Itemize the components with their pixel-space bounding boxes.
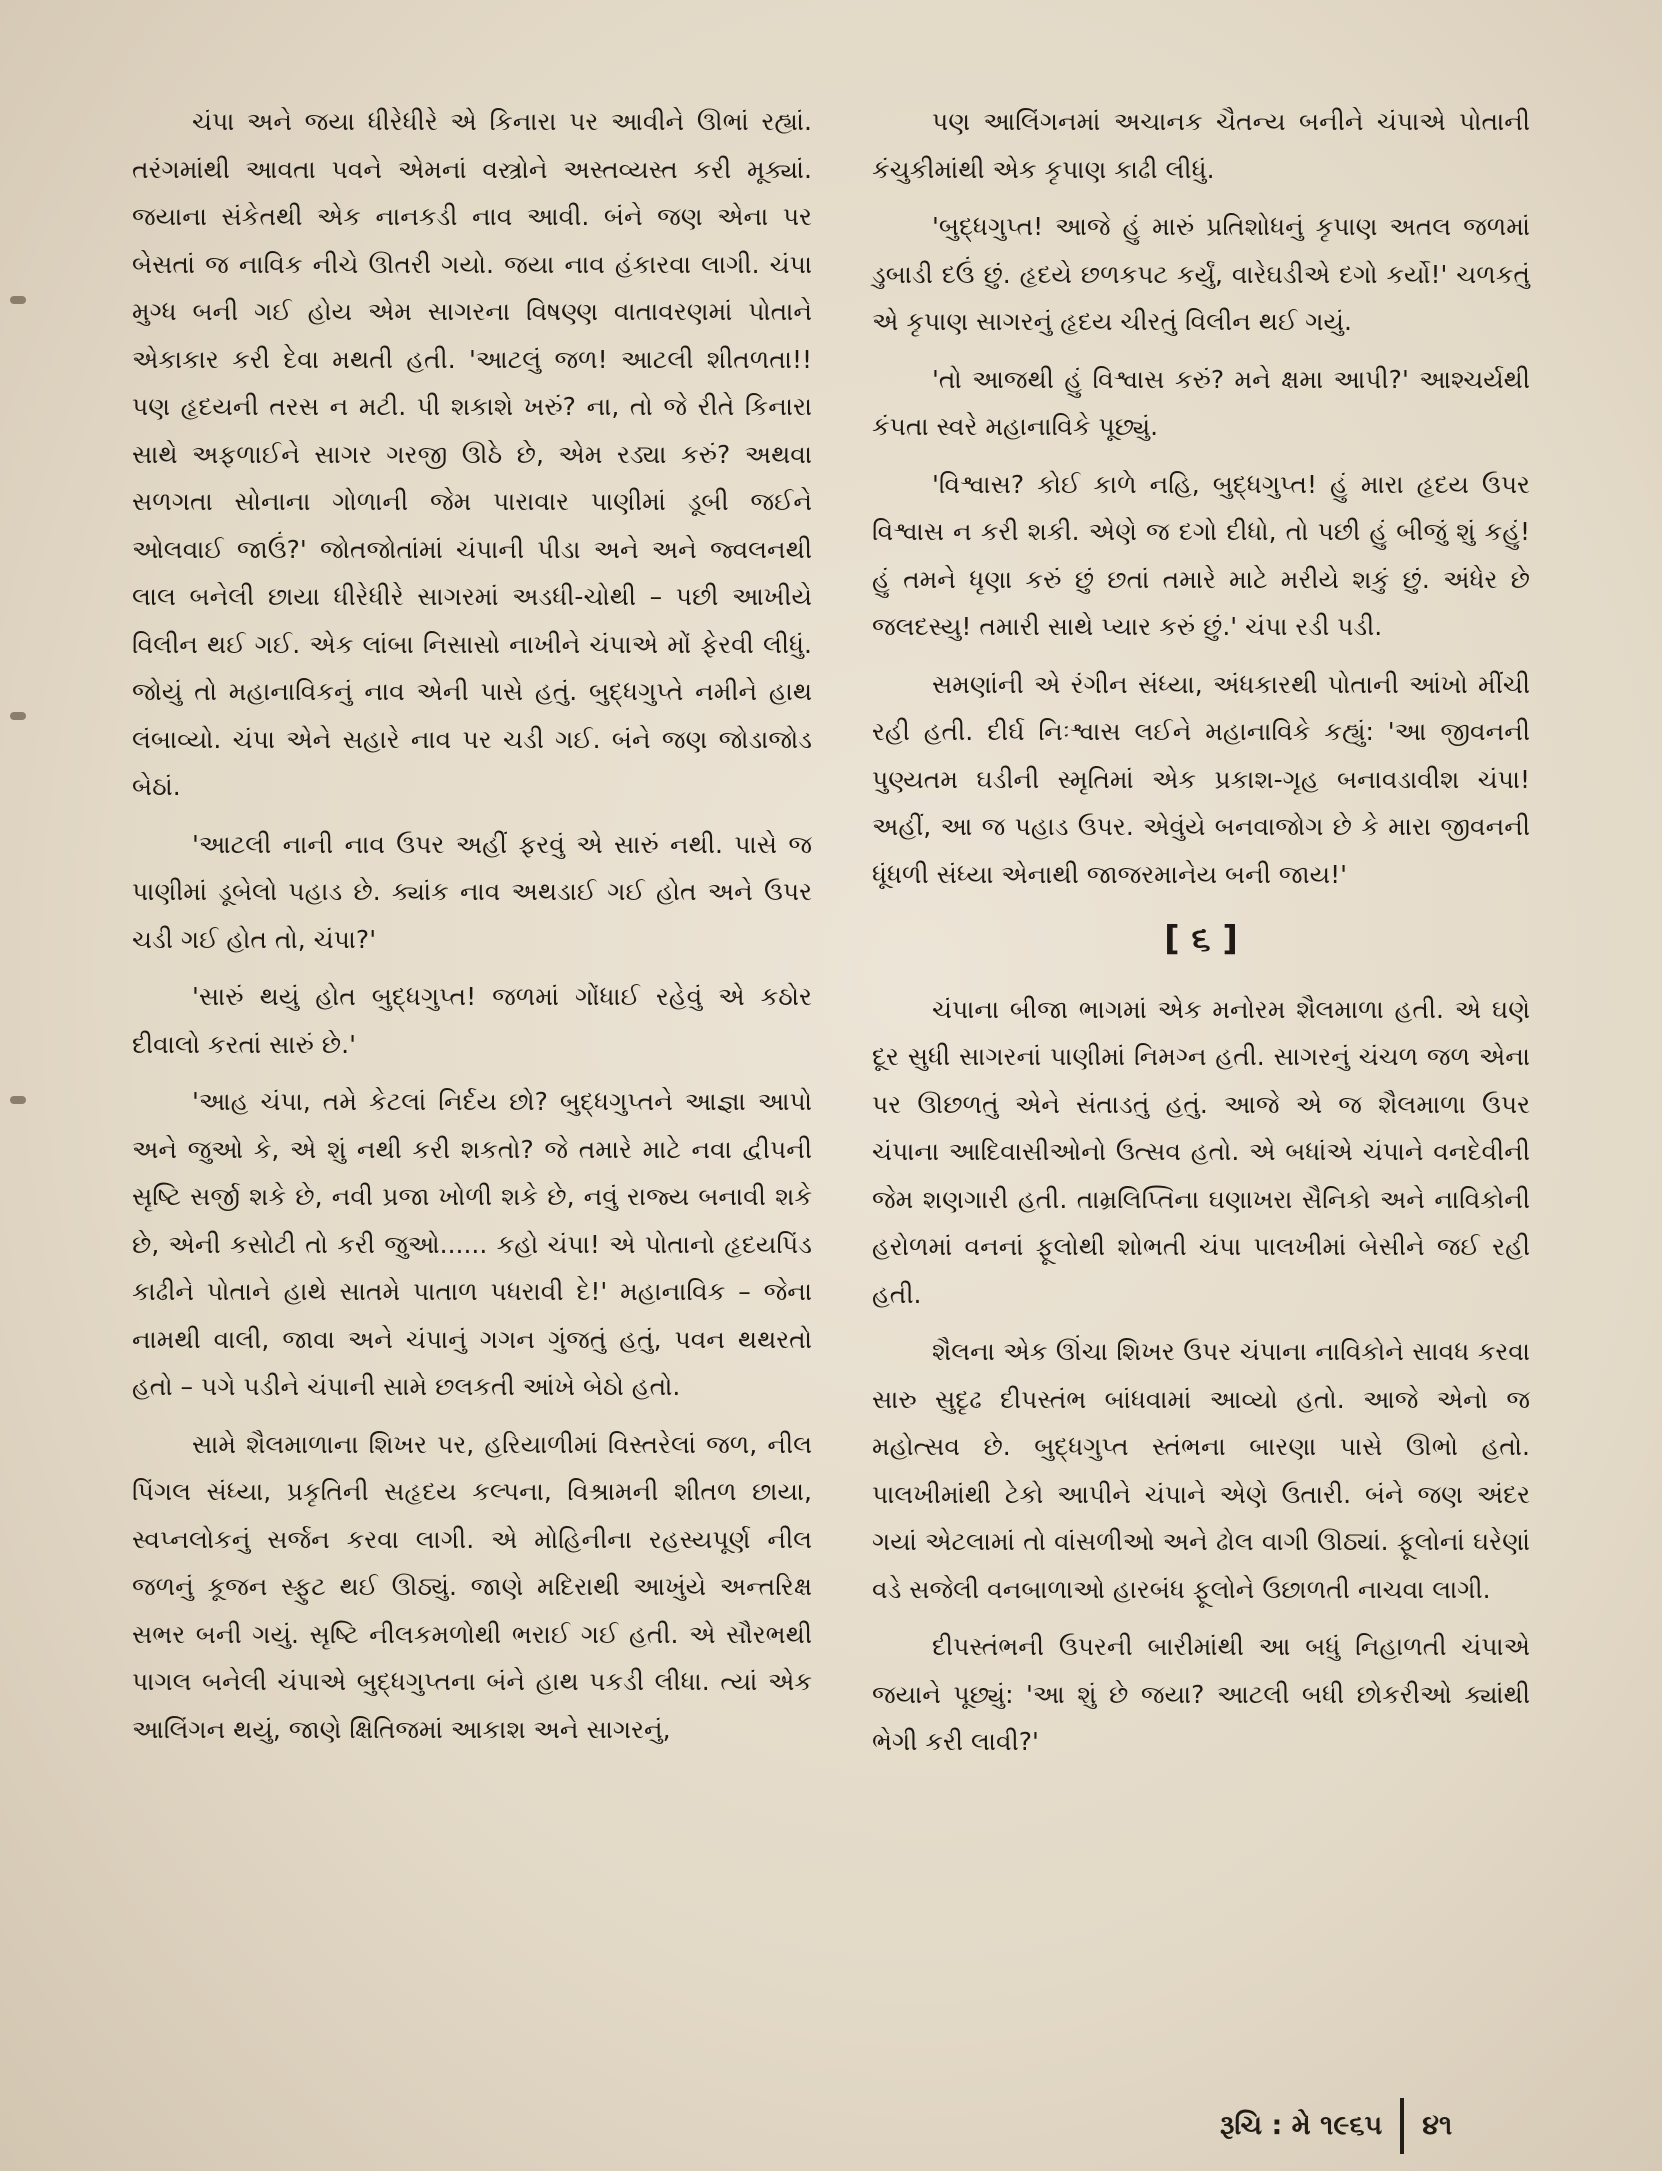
paragraph: 'વિશ્વાસ? કોઈ કાળે નહિ, બુદ્ધગુપ્ત! હું મારા હૃદય ઉપર વિશ્વાસ ન કરી શકી. એણે જ દગો દીધો, તો પછી હું બીજું શું કહું! હું તમને ધૃણા કરું છું છતાં તમારે માટે મરીયે શકું છું. અંધેર છે જલદસ્યુ! તમારી સાથે પ્યાર કરું છું.' ચંપા રડી પડી.	[872, 469, 1530, 641]
paragraph: સમણાંની એ રંગીન સંધ્યા, અંધકારથી પોતાની આંખો મીંચી રહી હતી. દીર્ઘ નિઃશ્વાસ લઈને મહાનાવિકે કહ્યું: 'આ જીવનની પુણ્યતમ ઘડીની સ્મૃતિમાં એક પ્રકાશ-ગૃહ બનાવડાવીશ ચંપા! અહીં, આ જ પહાડ ઉપર. એવુંયે બનવાજોગ છે કે મારા જીવનની ધૂંધળી સંધ્યા એનાથી જાજરમાનેય બની જાય!'	[872, 669, 1530, 889]
paragraph: શૈલના એક ઊંચા શિખર ઉપર ચંપાના નાવિકોને સાવધ કરવા સારુ સુદૃઢ દીપસ્તંભ બાંધવામાં આવ્યો હતો. આજે એનો જ મહોત્સવ છે. બુદ્ધગુપ્ત સ્તંભના બારણા પાસે ઊભો હતો. પાલખીમાંથી ટેકો આપીને ચંપાને એણે ઉતારી. બંને જણ અંદર ગયાં એટલામાં તો વાંસળીઓ અને ઢોલ વાગી ઊઠ્યાં. ફૂલોનાં ઘરેણાં વડે સજેલી વનબાળાઓ હારબંધ ફૂલોને ઉછાળતી નાચવા લાગી.	[872, 1337, 1530, 1604]
paragraph: 'બુદ્ધગુપ્ત! આજે હું મારું પ્રતિશોધનું કૃપાણ અતલ જળમાં ડુબાડી દઉં છું. હૃદયે છળકપટ કર્યું, વારેઘડીએ દગો કર્યો!' ચળકતું એ કૃપાણ સાગરનું હૃદય ચીરતું વિલીન થઈ ગયું.	[872, 212, 1530, 336]
left-column	[132, 98, 812, 1763]
binding-mark	[10, 296, 26, 304]
paragraph: 'આટલી નાની નાવ ઉપર અહીં ફરવું એ સારું નથી. પાસે જ પાણીમાં ડૂબેલો પહાડ છે. ક્યાંક નાવ અથડાઈ ગઈ હોત અને ઉપર ચડી ગઈ હોત તો, ચંપા?'	[132, 829, 812, 954]
paragraph: 'સારું થયું હોત બુદ્ધગુપ્ત! જળમાં ગોંધાઈ રહેવું એ કઠોર દીવાલો કરતાં સારું છે.'	[132, 982, 812, 1059]
paragraph: 'આહ ચંપા, તમે કેટલાં નિર્દય છો? બુદ્ધગુપ્તને આજ્ઞા આપો અને જુઓ કે, એ શું નથી કરી શકતો? જે તમારે માટે નવા દ્વીપની સૃષ્ટિ સર્જી શકે છે, નવી પ્રજા ખોળી શકે છે, નવું રાજ્ય બનાવી શકે છે, એની કસોટી તો કરી જુઓ...... કહો ચંપા! એ પોતાનો હૃદયપિંડ કાઢીને પોતાને હાથે સાતમે પાતાળ પધરાવી દે!' મહાનાવિક – જેના નામથી વાલી, જાવા અને ચંપાનું ગગન ગુંજતું હતું, પવન થથરતો હતો – પગે પડીને ચંપાની સામે છલકતી આંખે બેઠો હતો.	[132, 1087, 812, 1401]
section-number: [ ૬ ]	[1164, 919, 1238, 959]
footer-divider	[1400, 2098, 1404, 2154]
paragraph: ચંપા અને જયા ધીરેધીરે એ કિનારા પર આવીને ઊભાં રહ્યાં. તરંગમાંથી આવતા પવને એમનાં વસ્ત્રોને અસ્તવ્યસ્ત કરી મૂક્યાં. જયાના સંકેતથી એક નાનકડી નાવ આવી. બંને જણ એના પર બેસતાં જ નાવિક નીચે ઊતરી ગયો. જયા નાવ હંકારવા લાગી. ચંપા મુગ્ધ બની ગઈ હોય એમ સાગરના વિષણ્ણ વાતાવરણમાં પોતાને એકાકાર કરી દેવા મથતી હતી. 'આટલું જળ! આટલી શીતળતા!! પણ હૃદયની તરસ ન મટી. પી શકાશે ખરું? ના, તો જે રીતે કિનારા સાથે અફળાઈને સાગર ગરજી ઊઠે છે, એમ રડ્યા કરું? અથવા સળગતા સોનાના ગોળાની જેમ પારાવાર પાણીમાં ડૂબી જઈને ઓલવાઈ જાઉં?' જોતજોતાંમાં ચંપાની પીડા અને અને જ્વલનથી લાલ બનેલી છાયા ધીરેધીરે સાગરમાં અડધી-ચોથી – પછી આખીયે વિલીન થઈ ગઈ. એક લાંબા નિસાસો નાખીને ચંપાએ મોં ફેરવી લીધું. જોયું તો મહાનાવિકનું નાવ એની પાસે હતું. બુદ્ધગુપ્તે નમીને હાથ લંબાવ્યો. ચંપા એને સહારે નાવ પર ચડી ગઈ. બંને જણ જોડાજોડ બેઠાં.	[132, 107, 812, 801]
paragraph: ચંપાના બીજા ભાગમાં એક મનોરમ શૈલમાળા હતી. એ ઘણે દૂર સુધી સાગરનાં પાણીમાં નિમગ્ન હતી. સાગરનું ચંચળ જળ એના પર ઊછળતું એને સંતાડતું હતું. આજે એ જ શૈલમાળા ઉપર ચંપાના આદિવાસીઓનો ઉત્સવ હતો. એ બધાંએ ચંપાને વનદેવીની જેમ શણગારી હતી. તામ્રલિપ્તિના ઘણાખરા સૈનિકો અને નાવિકોની હરોળમાં વનનાં ફૂલોથી શોભતી ચંપા પાલખીમાં બેસીને જઈ રહી હતી.	[872, 994, 1530, 1309]
paragraph: દીપસ્તંભની ઉપરની બારીમાંથી આ બધું નિહાળતી ચંપાએ જયાને પૂછ્યું: 'આ શું છે જયા? આટલી બધી છોકરીઓ ક્યાંથી ભેગી કરી લાવી?'	[872, 1632, 1530, 1756]
paragraph: પણ આલિંગનમાં અચાનક ચૈતન્ય બનીને ચંપાએ પોતાની કંચુકીમાંથી એક કૃપાણ કાઢી લીધું.	[872, 107, 1530, 184]
page-footer	[1220, 2100, 1452, 2152]
binding-mark	[10, 712, 26, 720]
paragraph: સામે શૈલમાળાના શિખર પર, હરિયાળીમાં વિસ્તરેલાં જળ, નીલ પિંગલ સંધ્યા, પ્રકૃતિની સહૃદય કલ્પના, વિશ્રામની શીતળ છાયા, સ્વપ્નલોકનું સર્જન કરવા લાગી. એ મોહિનીના રહસ્યપૂર્ણ નીલ જળનું કૂજન સ્ફુટ થઈ ઊઠ્યું. જાણે મદિરાથી આખુંયે અન્તરિક્ષ સભર બની ગયું. સૃષ્ટિ નીલકમળોથી ભરાઈ ગઈ હતી. એ સૌરભથી પાગલ બનેલી ચંપાએ બુદ્ધગુપ્તના બંને હાથ પકડી લીધા. ત્યાં એક આલિંગન થયું, જાણે ક્ષિતિજમાં આકાશ અને સાગરનું,	[132, 1429, 812, 1744]
binding-mark	[10, 1096, 26, 1104]
right-column	[872, 98, 1530, 1776]
magazine-issue: રૂચિ : મે ૧૯૬૫	[1220, 2110, 1383, 2141]
paragraph: 'તો આજથી હું વિશ્વાસ કરું? મને ક્ષમા આપી?' આશ્ચર્યથી કંપતા સ્વરે મહાનાવિકે પૂછ્યું.	[872, 364, 1530, 441]
page-number: ૪૧	[1422, 2110, 1453, 2141]
